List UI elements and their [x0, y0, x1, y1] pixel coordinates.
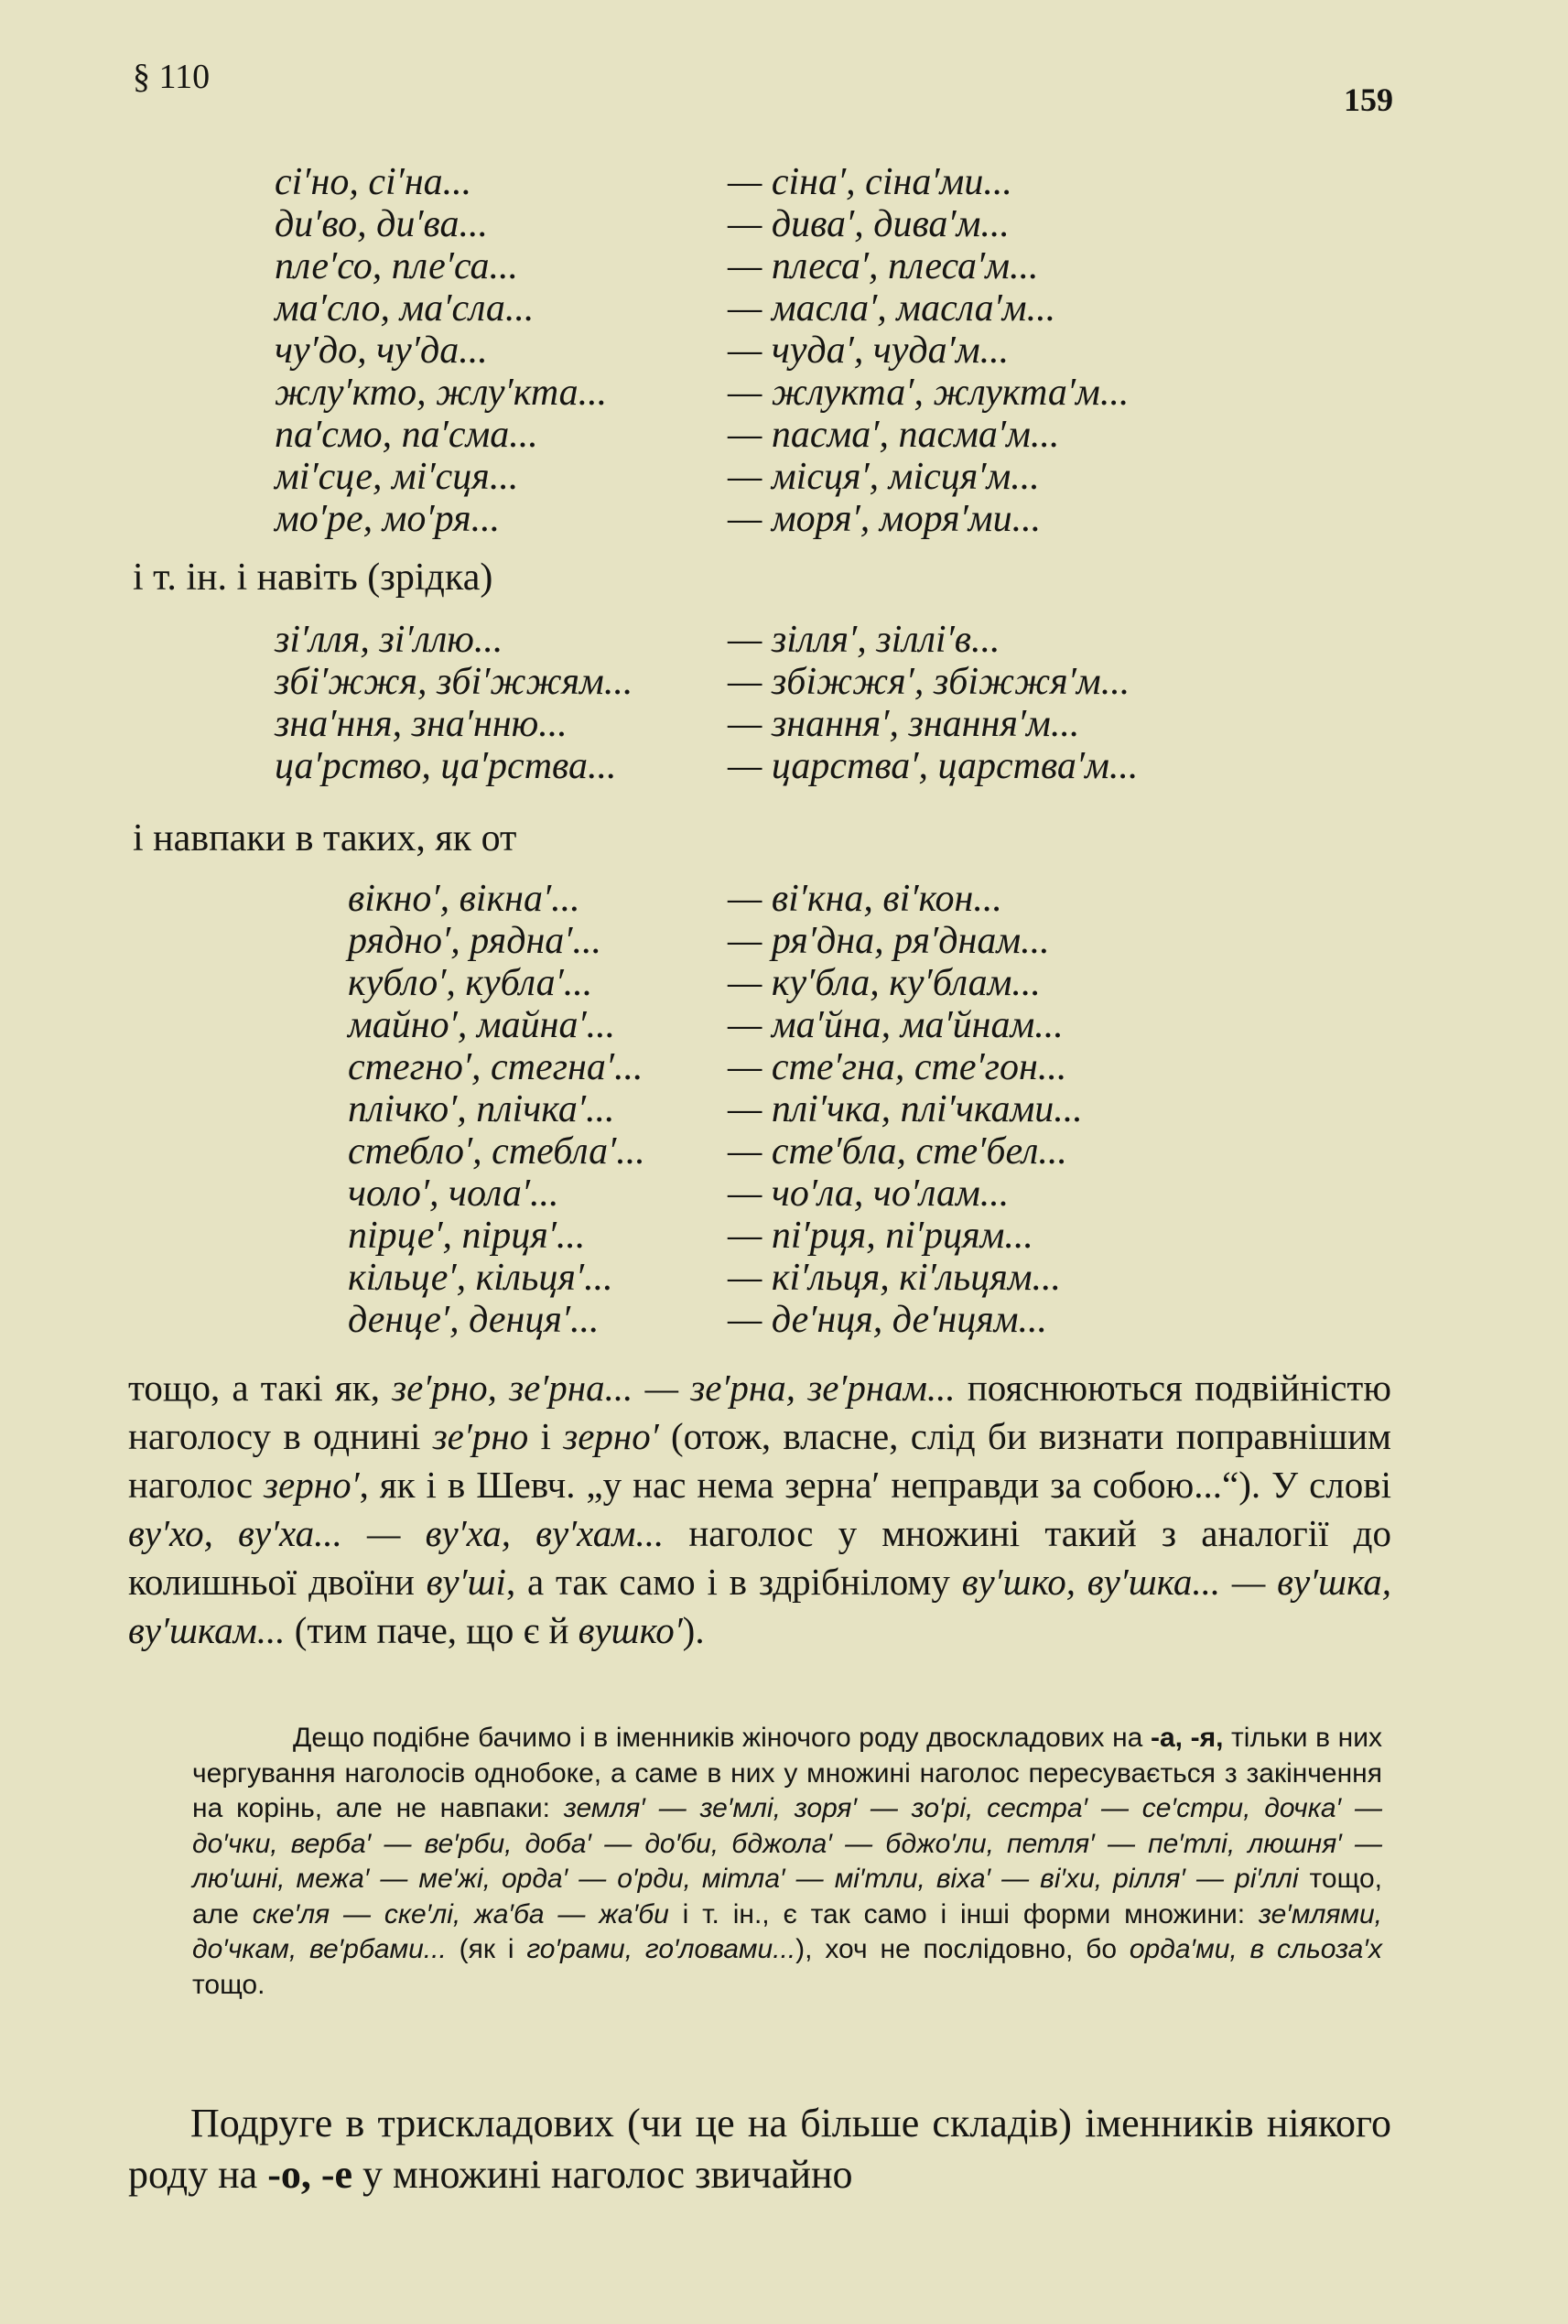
entry-singular: па′смо, па′сма... [275, 414, 538, 456]
entry-plural: — ку′бла, ку′блам... [728, 962, 1041, 1004]
entry-singular: кубло′, кубла′... [348, 962, 593, 1004]
entry-plural: — жлукта′, жлукта′м... [728, 372, 1130, 414]
entry-plural: — плеса′, плеса′м... [728, 245, 1039, 287]
body-paragraph [128, 1364, 1391, 1655]
entry-singular: пле′со, пле′са... [275, 245, 519, 287]
entry-singular: ца′рство, ца′рства... [275, 745, 617, 787]
entry-singular: жлу′кто, жлу′кта... [275, 372, 608, 414]
entry-singular: чоло′, чола′... [348, 1173, 559, 1215]
para-italic: ву′хо, ву′ха... — ву′ха, ву′хам... [128, 1512, 665, 1554]
para-text: (тим паче, що є й [285, 1609, 579, 1651]
note-italic: зе′млями, до′чкам, ве′рбами... [192, 1898, 1382, 1964]
entry-singular: сі′но, сі′на... [275, 161, 472, 203]
entry-singular: пірце′, пірця′... [348, 1215, 586, 1257]
entry-plural: — чуда′, чуда′м... [728, 330, 1010, 372]
entry-singular: стебло′, стебла′... [348, 1130, 645, 1173]
entry-plural: — кі′льця, кі′льцям... [728, 1257, 1062, 1299]
entry-singular: рядно′, рядна′... [348, 920, 601, 962]
note-text: і т. ін., є так само і інші форми множини: [668, 1898, 1259, 1929]
entry-singular: чу′до, чу′да... [275, 330, 488, 372]
entry-plural: — знання′, знання′м... [728, 703, 1080, 745]
note-italic: ске′ля — ске′лі, жа′ба — жа′би [252, 1898, 669, 1929]
body-paragraph-2 [128, 2098, 1391, 2200]
note-text: Дещо подібне бачимо і в іменників жіночого роду двоскладових на [293, 1723, 1151, 1753]
entry-plural: — сіна′, сіна′ми... [728, 161, 1012, 203]
entry-plural: — де′нця, де′нцям... [728, 1299, 1048, 1341]
connector-text: і т. ін. і навіть (зрідка) [133, 557, 493, 599]
entry-singular: кільце′, кільця′... [348, 1257, 613, 1299]
para-text: , як і в Шевч. „у нас нема зерна′ неправди за собою...“). У слові [359, 1464, 1391, 1506]
para-italic: ву′шко, ву′шка... — ву′шка, ву′шкам... [128, 1561, 1391, 1651]
entry-plural: — ві′кна, ві′кон... [728, 878, 1002, 920]
entry-plural: — сте′бла, сте′бел... [728, 1130, 1067, 1173]
note-text: ), хоч не послідовно, бо [795, 1934, 1130, 1964]
entry-plural: — збіжжя′, збіжжя′м... [728, 661, 1130, 703]
entry-singular: вікно′, вікна′... [348, 878, 580, 920]
entry-plural: — ря′дна, ря′днам... [728, 920, 1050, 962]
entry-singular: денце′, денця′... [348, 1299, 600, 1341]
para-italic: вушко′ [578, 1609, 683, 1651]
entry-plural: — чо′ла, чо′лам... [728, 1173, 1010, 1215]
para-italic: зе′рно [432, 1415, 529, 1457]
entry-plural: — масла′, масла′м... [728, 287, 1056, 330]
entry-plural: — дива′, дива′м... [728, 203, 1010, 245]
note-italic: земля′ — зе′млі, зоря′ — зо′рі, сестра′ — се′стри, дочка′ — до′чки, верба′ — ве′рби, доба′ — до′би, бджола′ — бджо′ли, петля′ — пе′тлі, люшня′ — лю′шні, межа′ — ме′жі, орда′ — о′рди, мітла′ — мі′тли, віха′ — ві′хи, рілля′ — рі′ллі [192, 1793, 1382, 1894]
entry-plural: — пасма′, пасма′м... [728, 414, 1060, 456]
para-italic: зерно′ [264, 1464, 360, 1506]
entry-singular: плічко′, плічка′... [348, 1088, 615, 1130]
note-italic: орда′ми, в сльоза′х [1129, 1934, 1382, 1964]
para-italic: ву′ші [426, 1561, 506, 1603]
para-text: наголос у множині такий з аналогії до колишньої двоїни [128, 1512, 1392, 1603]
entry-singular: стегно′, стегна′... [348, 1046, 643, 1088]
note-bold: -а, -я, [1150, 1723, 1224, 1753]
section-number: § 110 [133, 58, 211, 96]
entry-singular: ди′во, ди′ва... [275, 203, 488, 245]
entry-singular: зі′лля, зі′ллю... [275, 619, 503, 661]
para2-text: Подруге в трискладових (чи це на більше складів) іменників ніякого роду на [128, 2101, 1391, 2197]
para-text: пояснюються подвійністю наголосу в однині [128, 1367, 1391, 1457]
para-italic: зерно′ [563, 1415, 659, 1457]
entry-singular: мі′сце, мі′сця... [275, 456, 519, 498]
connector-text: і навпаки в таких, як от [133, 817, 517, 859]
note-text: тощо. [192, 1969, 265, 2000]
entry-plural: — пі′рця, пі′рцям... [728, 1215, 1033, 1257]
entry-plural: — моря′, моря′ми... [728, 498, 1042, 540]
entry-plural: — сте′гна, сте′гон... [728, 1046, 1067, 1088]
para-text: ). [682, 1609, 705, 1651]
page-number: 159 [1344, 81, 1393, 118]
entry-singular: ма′сло, ма′сла... [275, 287, 535, 330]
note-text: тільки в них чергування наголосів однобоке, а саме в них у множині наголос пересувається з закінчення на корінь, але не навпаки: [192, 1723, 1382, 1823]
para2-bold: -о, -е [267, 2152, 353, 2197]
footnote-paragraph [192, 1721, 1382, 2003]
entry-plural: — царства′, царства′м... [728, 745, 1139, 787]
para-text: , а так само і в здрібнілому [505, 1561, 962, 1603]
entry-plural: — ма′йна, ма′йнам... [728, 1004, 1064, 1046]
para-italic: зе′рно, зе′рна... — зе′рна, зе′рнам... [392, 1367, 956, 1409]
entry-singular: зна′ння, зна′нню... [275, 703, 568, 745]
note-text: (як і [446, 1934, 527, 1964]
entry-plural: — місця′, місця′м... [728, 456, 1040, 498]
entry-singular: мо′ре, мо′ря... [275, 498, 501, 540]
entry-plural: — плі′чка, плі′чками... [728, 1088, 1083, 1130]
entry-plural: — зілля′, зіллі′в... [728, 619, 1000, 661]
para-text: (отож, власне, слід би визнати поправнішим наголос [128, 1415, 1391, 1506]
para-text: і [528, 1415, 564, 1457]
para2-text: у множині наголос звичайно [352, 2152, 853, 2197]
note-italic: го′рами, го′ловами... [526, 1934, 796, 1964]
entry-singular: майно′, майна′... [348, 1004, 616, 1046]
para-text: тощо, а такі як, [128, 1367, 393, 1409]
entry-singular: збі′жжя, збі′жжям... [275, 661, 633, 703]
note-text: тощо, але [192, 1864, 1382, 1929]
